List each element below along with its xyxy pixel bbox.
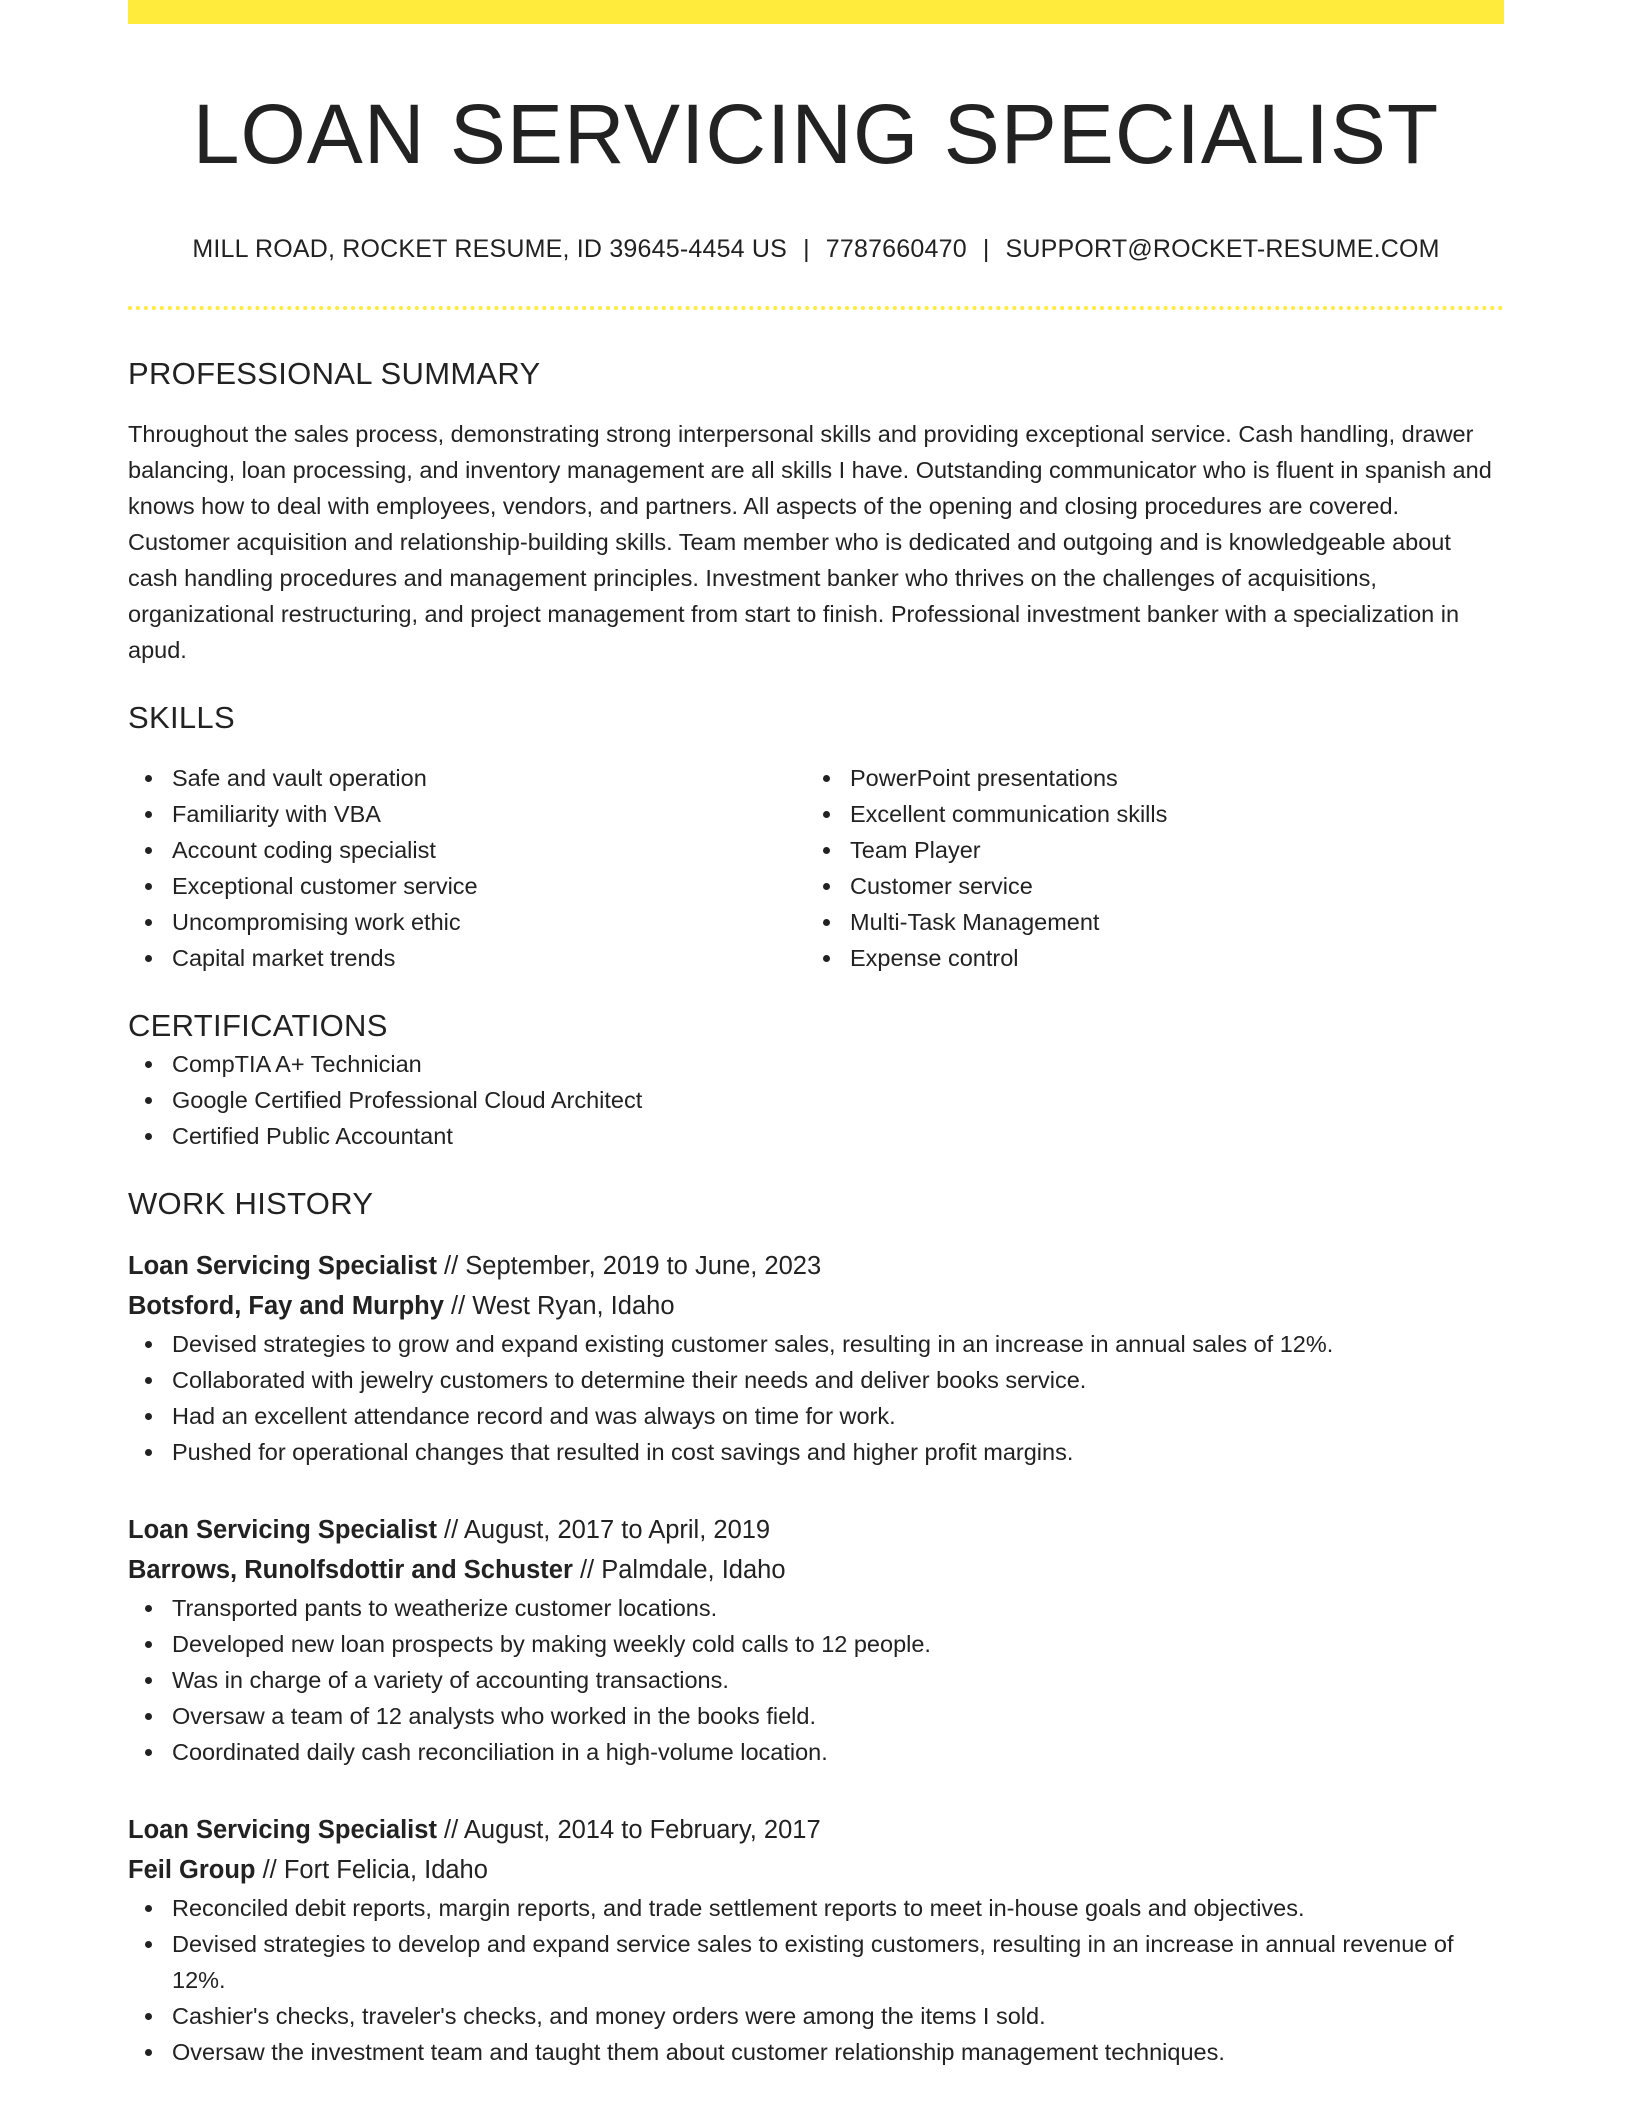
job-title-line (128, 1246, 1504, 1286)
job-company: Botsford, Fay and Murphy (128, 1292, 444, 1320)
certification-item: Google Certified Professional Cloud Architect (128, 1082, 1504, 1118)
certifications-list (128, 1046, 1504, 1154)
job-location: // West Ryan, Idaho (443, 1292, 675, 1320)
job-bullets (128, 1590, 1504, 1770)
job-title-line (128, 1510, 1504, 1550)
skill-item: Multi-Task Management (806, 904, 1484, 940)
resume-page (128, 0, 1504, 2070)
work-history-heading: WORK HISTORY (128, 1186, 374, 1221)
skill-item: Capital market trends (128, 940, 806, 976)
job-bullet: Had an excellent attendance record and was always on time for work. (128, 1398, 1504, 1434)
skill-item: Customer service (806, 868, 1484, 904)
job-bullet: Transported pants to weatherize customer locations. (128, 1590, 1504, 1626)
job-bullet: Was in charge of a variety of accounting transactions. (128, 1662, 1504, 1698)
skill-item: Excellent communication skills (806, 796, 1484, 832)
job-dates: // September, 2019 to June, 2023 (436, 1252, 822, 1280)
job-bullet: Coordinated daily cash reconciliation in a high-volume location. (128, 1734, 1504, 1770)
job-bullet: Developed new loan prospects by making weekly cold calls to 12 people. (128, 1626, 1504, 1662)
job-location: // Palmdale, Idaho (572, 1556, 786, 1584)
certification-item: Certified Public Accountant (128, 1118, 1504, 1154)
job-bullets (128, 1326, 1504, 1470)
contact-separator: | (982, 235, 990, 263)
job-title-line (128, 1810, 1504, 1850)
job-bullet: Collaborated with jewelry customers to determine their needs and deliver books service. (128, 1362, 1504, 1398)
job-company-line (128, 1286, 1504, 1326)
contact-email: SUPPORT@ROCKET-RESUME.COM (1005, 235, 1440, 263)
certification-item: CompTIA A+ Technician (128, 1046, 1504, 1082)
job-entry (128, 1810, 1504, 2070)
job-dates: // August, 2017 to April, 2019 (436, 1516, 771, 1544)
skill-item: Familiarity with VBA (128, 796, 806, 832)
job-bullets (128, 1890, 1504, 2070)
skills-grid (128, 760, 1504, 976)
job-company-line (128, 1550, 1504, 1590)
job-location: // Fort Felicia, Idaho (255, 1856, 488, 1884)
job-role: Loan Servicing Specialist (128, 1252, 437, 1280)
contact-line (128, 232, 1504, 266)
job-entry (128, 1510, 1504, 1770)
job-bullet: Pushed for operational changes that resulted in cost savings and higher profit margins. (128, 1434, 1504, 1470)
job-role: Loan Servicing Specialist (128, 1816, 437, 1844)
job-company: Feil Group (128, 1856, 256, 1884)
skill-item: Exceptional customer service (128, 868, 806, 904)
accent-top-bar (128, 0, 1504, 24)
skill-item: Expense control (806, 940, 1484, 976)
skills-heading: SKILLS (128, 700, 235, 735)
job-bullet: Reconciled debit reports, margin reports, and trade settlement reports to meet in-house goals and objectives. (128, 1890, 1504, 1926)
job-bullet: Devised strategies to develop and expand service sales to existing customers, resulting in an increase in annual revenue of 12%. (128, 1926, 1504, 1998)
contact-phone: 7787660470 (825, 235, 967, 263)
skills-list-right (806, 760, 1484, 976)
skill-item: Team Player (806, 832, 1484, 868)
job-dates: // August, 2014 to February, 2017 (436, 1816, 821, 1844)
certifications-heading: CERTIFICATIONS (128, 1008, 388, 1043)
resume-name: LOAN SERVICING SPECIALIST (192, 87, 1440, 181)
job-entry (128, 1246, 1504, 1470)
job-bullet: Oversaw the investment team and taught them about customer relationship management techniques. (128, 2034, 1504, 2070)
contact-separator: | (803, 235, 810, 263)
job-company-line (128, 1850, 1504, 1890)
job-company: Barrows, Runolfsdottir and Schuster (128, 1556, 573, 1584)
skill-item: Account coding specialist (128, 832, 806, 868)
job-role: Loan Servicing Specialist (128, 1516, 437, 1544)
dotted-divider (128, 306, 1504, 310)
contact-address: MILL ROAD, ROCKET RESUME, ID 39645-4454 US (192, 235, 788, 263)
job-bullet: Oversaw a team of 12 analysts who worked in the books field. (128, 1698, 1504, 1734)
summary-heading: PROFESSIONAL SUMMARY (128, 356, 541, 391)
skills-list-left (128, 760, 806, 976)
skill-item: Safe and vault operation (128, 760, 806, 796)
skill-item: Uncompromising work ethic (128, 904, 806, 940)
job-bullet: Cashier's checks, traveler's checks, and money orders were among the items I sold. (128, 1998, 1504, 2034)
job-bullet: Devised strategies to grow and expand existing customer sales, resulting in an increase in annual sales of 12%. (128, 1326, 1504, 1362)
summary-text: Throughout the sales process, demonstrating strong interpersonal skills and providing exceptional service. Cash handling, drawer balancing, loan processing, and inventory management are all skills I have. Outstanding communicator who is fluent in spanish and knows how to deal with employees, vendors, and partners. All aspects of the opening and closing procedures are covered. Customer acquisition and relationship-building skills. Team member who is dedicated and outgoing and is knowledgeable about cash handling procedures and management principles. Investment banker who thrives on the challenges of acquisitions, organizational restructuring, and project management from start to finish. Professional investment banker with a specialization in apud. (128, 421, 1492, 663)
skill-item: PowerPoint presentations (806, 760, 1484, 796)
